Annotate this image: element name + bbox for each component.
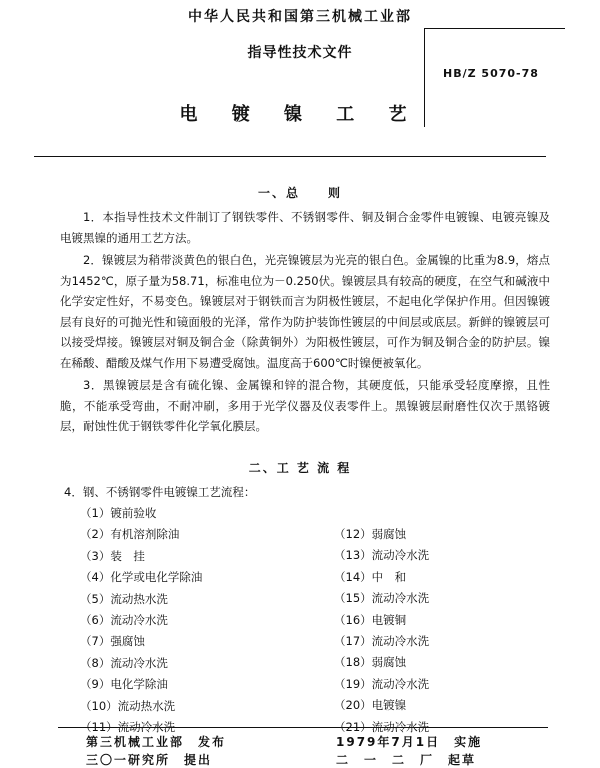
list-item: （10）流动热水洗 — [80, 698, 176, 713]
steps-left-column — [80, 503, 202, 738]
list-item: （9）电化学除油 — [80, 677, 168, 692]
document-title: 电 镀 镍 工 艺 — [179, 104, 421, 125]
list-item: （8）流动冷水洗 — [80, 655, 168, 670]
list-item: （6）流动冷水洗 — [80, 612, 168, 627]
list-item: （20）电镀镍 — [334, 698, 407, 713]
footer-divider — [58, 727, 548, 728]
list-item: （1）镀前验收 — [80, 506, 157, 520]
list-item: （4）化学或电化学除油 — [80, 570, 203, 585]
issue-date: 1979年7月1日 实施 — [336, 735, 483, 749]
document-code-box — [424, 28, 565, 127]
list-item: （5）流动热水洗 — [80, 591, 168, 606]
list-item: （19）流动冷水洗 — [334, 676, 430, 691]
list-item: （16）电镀铜 — [334, 612, 407, 627]
drafting-factory: 二 一 二 厂 起草 — [336, 753, 477, 767]
steps-right-column — [334, 524, 429, 738]
document-code: HB/Z 5070-78 — [443, 67, 539, 80]
list-item: （15）流动冷水洗 — [334, 591, 430, 606]
paragraph-2: 2．镍镀层为稍带淡黄色的银白色，光亮镍镀层为光亮的银白色。金属镍的比重为8.9，熔点为1452℃，原子量为58.71，标准电位为－0.250伏。镍镀层具有较高的硬度，在空气和碱液中化学安定性好，不易变色。镍镀层对于钢铁而言为阴极性镀层，不起电化学保护作用。但因镍镀层有良好的可抛光性和镜面般的光泽，常作为防护装饰性镀层的中间层或底层。新鲜的镍镀层可以接受焊接。镍镀层对铜及铜合金（除黄铜外）为阳极性镀层，可作为铜及铜合金的防护层。镍在稀酸、醋酸及煤气作用下易遭受腐蚀。温度高于600℃时镍便被氧化。 — [60, 253, 550, 370]
ministry-name: 中华人民共和国第三机械工业部 — [188, 9, 412, 25]
drafter: 三〇一研究所 提出 — [86, 753, 213, 767]
list-item: （17）流动冷水洗 — [334, 633, 430, 648]
section-heading-general: 一、总 则 — [257, 186, 342, 200]
list-item: （18）弱腐蚀 — [334, 655, 407, 670]
list-item: （11）流动冷水洗 — [80, 719, 176, 734]
process-intro: 4．钢、不锈钢零件电镀镍工艺流程： — [64, 485, 256, 499]
header-divider — [34, 156, 546, 157]
list-item: （12）弱腐蚀 — [334, 527, 407, 541]
section-heading-process: 二、工 艺 流 程 — [248, 461, 352, 475]
paragraph-1: 1．本指导性技术文件制订了钢铁零件、不锈钢零件、铜及铜合金零件电镀镍、电镀亮镍及电镀黑镍的通用工艺方法。 — [60, 210, 550, 245]
list-item: （7）强腐蚀 — [80, 634, 145, 649]
issuer: 第三机械工业部 发布 — [86, 735, 227, 749]
list-item: （3）装 挂 — [80, 548, 145, 563]
list-item: （21）流动冷水洗 — [334, 719, 430, 734]
list-item: （2）有机溶剂除油 — [80, 527, 180, 542]
list-item: （14）中 和 — [334, 569, 407, 584]
document-type: 指导性技术文件 — [247, 45, 353, 61]
paragraph-3: 3．黑镍镀层是含有硫化镍、金属镍和锌的混合物，其硬度低，只能承受轻度摩擦，且性脆，不能承受弯曲，不耐冲刷，多用于光学仪器及仪表零件上。黑镍镀层耐磨性仅次于黑铬镀层，耐蚀性优于钢铁零件化学氧化膜层。 — [60, 378, 550, 433]
list-item: （13）流动冷水洗 — [334, 548, 430, 563]
